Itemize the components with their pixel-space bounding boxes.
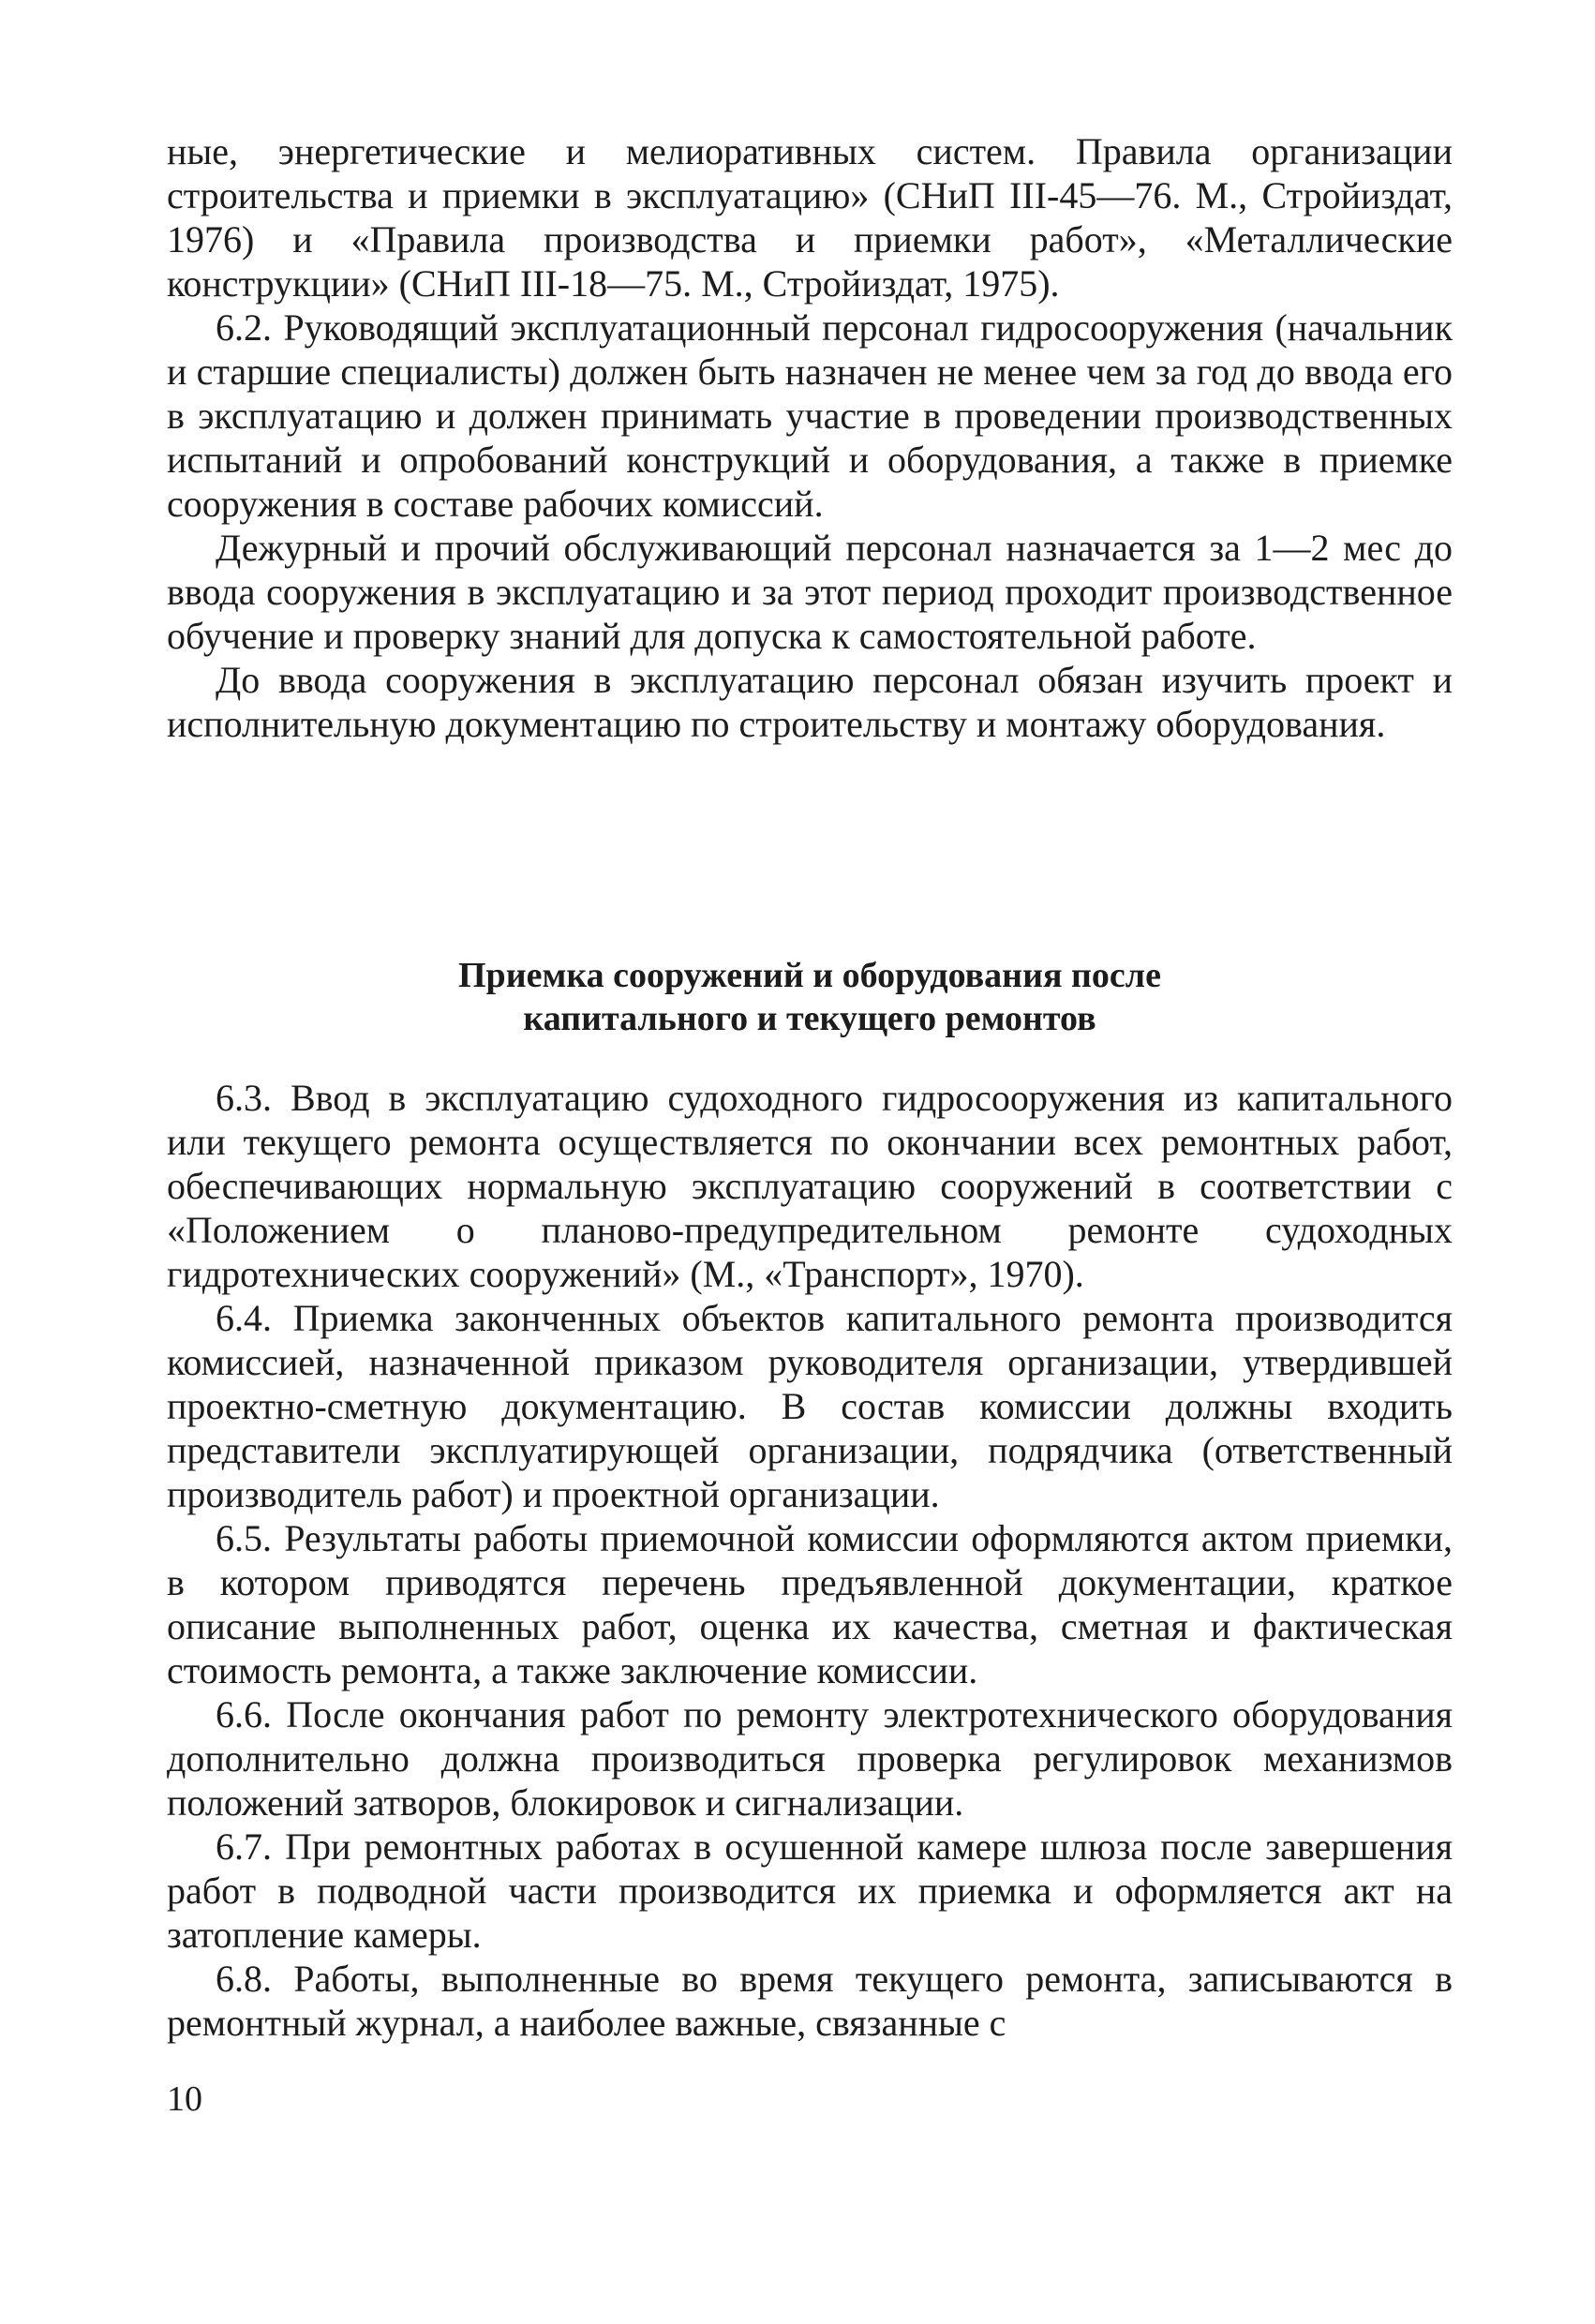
paragraph-6-6: 6.6. После окончания работ по ремонту электротехнического оборудования дополнительно должна производиться проверка регулировок механизмов положений затворов, блокировок и сигнализации. [167,1693,1453,1824]
paragraph-duty-staff: Дежурный и прочий обслуживающий персонал назначается за 1—2 мес до ввода сооружения в эксплуатацию и за этот период проходит производственное обучение и проверку знаний для допуска к самостоятельной работе. [167,527,1453,657]
paragraph-6-8: 6.8. Работы, выполненные во время текущего ремонта, записываются в ремонтный журнал, а наиболее важные, связанные с [167,1958,1453,2044]
section-heading [167,954,1453,1040]
section-heading-line-2: капитального и текущего ремонтов [523,999,1096,1038]
paragraph-6-7: 6.7. При ремонтных работах в осушенной камере шлюза после завершения работ в подводной части производится их приемка и оформляется акт на затопление камеры. [167,1825,1453,1956]
section-heading-line-1: Приемка сооружений и оборудования после [458,956,1161,995]
paragraph-continued: ные, энергетические и мелиоративных систем. Правила организации строительства и приемки в эксплуатацию» (СНиП III-45—76. М., Стройиздат, 1976) и «Правила производства и приемки работ», «Металлические конструкции» (СНиП III-18—75. М., Стройиздат, 1975). [167,130,1453,305]
page-number: 10 [167,2079,202,2119]
paragraph-6-2: 6.2. Руководящий эксплуатационный персонал гидросооружения (начальник и старшие специалисты) должен быть назначен не менее чем за год до ввода его в эксплуатацию и должен принимать участие в проведении производственных испытаний и опробований конструкций и оборудования, а также в приемке сооружения в составе рабочих комиссий. [167,306,1453,525]
bottom-text-section [167,1076,1453,2045]
paragraph-6-3: 6.3. Ввод в эксплуатацию судоходного гидросооружения из капитального или текущего ремонта осуществляется по окончании всех ремонтных работ, обеспечивающих нормальную эксплуатацию сооружений в соответствии с «Положением о планово-предупредительном ремонте судоходных гидротехнических сооружений» (М., «Транспорт», 1970). [167,1077,1453,1295]
paragraph-6-4: 6.4. Приемка законченных объектов капитального ремонта производится комиссией, назначенной приказом руководителя организации, утвердившей проектно-сметную документацию. В состав комиссии должны входить представители эксплуатирующей организации, подрядчика (ответственный производитель работ) и проектной организации. [167,1297,1453,1515]
paragraph-6-5: 6.5. Результаты работы приемочной комиссии оформляются актом приемки, в котором приводятся перечень предъявленной документации, краткое описание выполненных работ, оценка их качества, сметная и фактическая стоимость ремонта, а также заключение комиссии. [167,1517,1453,1691]
paragraph-before-commissioning: До ввода сооружения в эксплуатацию персонал обязан изучить проект и исполнительную документацию по строительству и монтажу оборудования. [167,659,1453,745]
top-text-section [167,129,1453,746]
